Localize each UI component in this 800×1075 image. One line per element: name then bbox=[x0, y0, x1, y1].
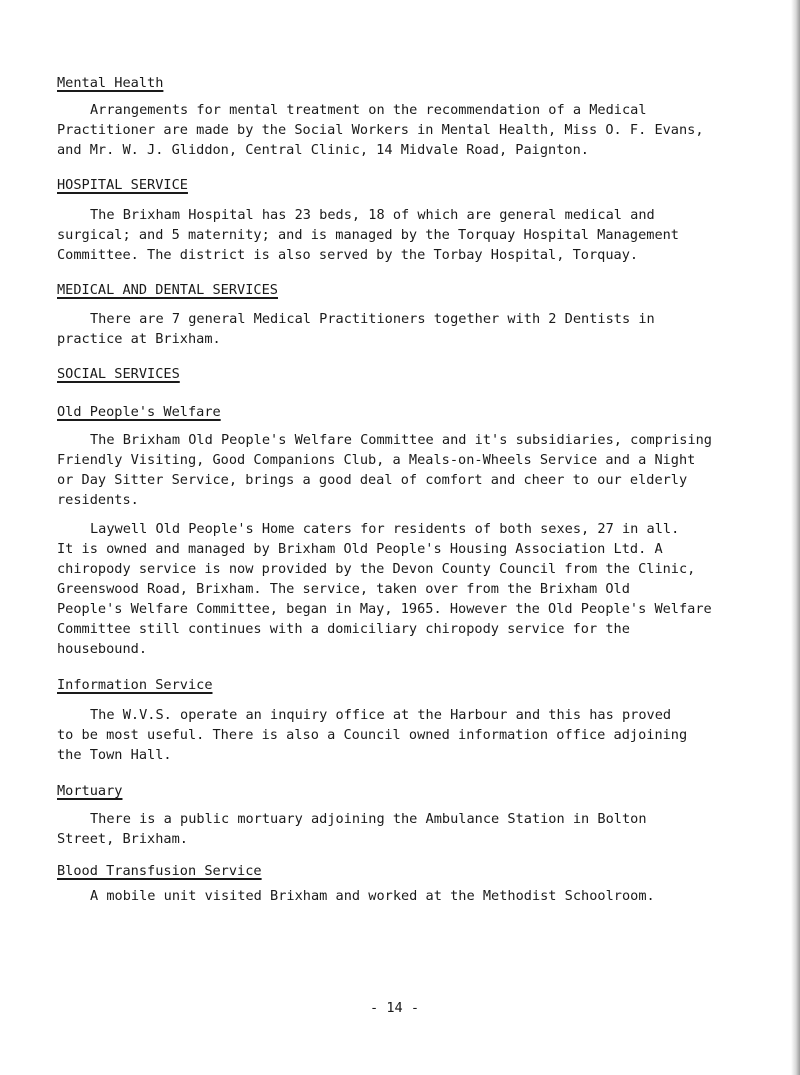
heading-mortuary: Mortuary bbox=[57, 783, 123, 799]
welfare-para2-line-4: Greenswood Road, Brixham. The service, taken over from the Brixham Old bbox=[57, 581, 630, 597]
heading-social-services: SOCIAL SERVICES bbox=[57, 366, 180, 382]
mortuary-line-2: Street, Brixham. bbox=[57, 831, 188, 847]
information-line-2: to be most useful. There is also a Council owned information office adjoining bbox=[57, 727, 688, 743]
welfare-para2-line-2: It is owned and managed by Brixham Old People's Housing Association Ltd. A bbox=[57, 541, 663, 557]
welfare-para1-line-4: residents. bbox=[57, 492, 139, 508]
welfare-para2-line-1: Laywell Old People's Home caters for residents of both sexes, 27 in all. bbox=[90, 521, 680, 537]
welfare-para2-line-5: People's Welfare Committee, began in May, 1965. However the Old People's Welfare bbox=[57, 601, 712, 617]
heading-mental-health: Mental Health bbox=[57, 75, 164, 91]
information-line-1: The W.V.S. operate an inquiry office at the Harbour and this has proved bbox=[90, 707, 672, 723]
mortuary-line-1: There is a public mortuary adjoining the Ambulance Station in Bolton bbox=[90, 811, 647, 827]
welfare-para1-line-3: or Day Sitter Service, brings a good deal of comfort and cheer to our elderly bbox=[57, 472, 688, 488]
hospital-line-1: The Brixham Hospital has 23 beds, 18 of which are general medical and bbox=[90, 207, 655, 223]
page-number: - 14 - bbox=[370, 1000, 420, 1016]
information-line-3: the Town Hall. bbox=[57, 747, 172, 763]
welfare-para1-line-1: The Brixham Old People's Welfare Committee and it's subsidiaries, comprising bbox=[90, 432, 712, 448]
hospital-line-3: Committee. The district is also served by the Torbay Hospital, Torquay. bbox=[57, 247, 639, 263]
blood-transfusion-line-1: A mobile unit visited Brixham and worked at the Methodist Schoolroom. bbox=[90, 888, 655, 904]
hospital-line-2: surgical; and 5 maternity; and is managed by the Torquay Hospital Management bbox=[57, 227, 679, 243]
scan-edge bbox=[791, 0, 800, 1075]
heading-old-peoples-welfare: Old People's Welfare bbox=[57, 404, 221, 420]
mental-health-line-1: Arrangements for mental treatment on the recommendation of a Medical bbox=[90, 102, 647, 118]
welfare-para1-line-2: Friendly Visiting, Good Companions Club, a Meals-on-Wheels Service and a Night bbox=[57, 452, 696, 468]
mental-health-line-3: and Mr. W. J. Gliddon, Central Clinic, 14 Midvale Road, Paignton. bbox=[57, 142, 589, 158]
heading-blood-transfusion: Blood Transfusion Service bbox=[57, 863, 262, 879]
medical-dental-line-1: There are 7 general Medical Practitioners together with 2 Dentists in bbox=[90, 311, 655, 327]
welfare-para2-line-6: Committee still continues with a domiciliary chiropody service for the bbox=[57, 621, 630, 637]
welfare-para2-line-7: housebound. bbox=[57, 641, 148, 657]
mental-health-line-2: Practitioner are made by the Social Workers in Mental Health, Miss O. F. Evans, bbox=[57, 122, 704, 138]
heading-information-service: Information Service bbox=[57, 677, 213, 693]
welfare-para2-line-3: chiropody service is now provided by the Devon County Council from the Clinic, bbox=[57, 561, 696, 577]
heading-hospital-service: HOSPITAL SERVICE bbox=[57, 177, 188, 193]
heading-medical-dental: MEDICAL AND DENTAL SERVICES bbox=[57, 282, 278, 298]
medical-dental-line-2: practice at Brixham. bbox=[57, 331, 221, 347]
